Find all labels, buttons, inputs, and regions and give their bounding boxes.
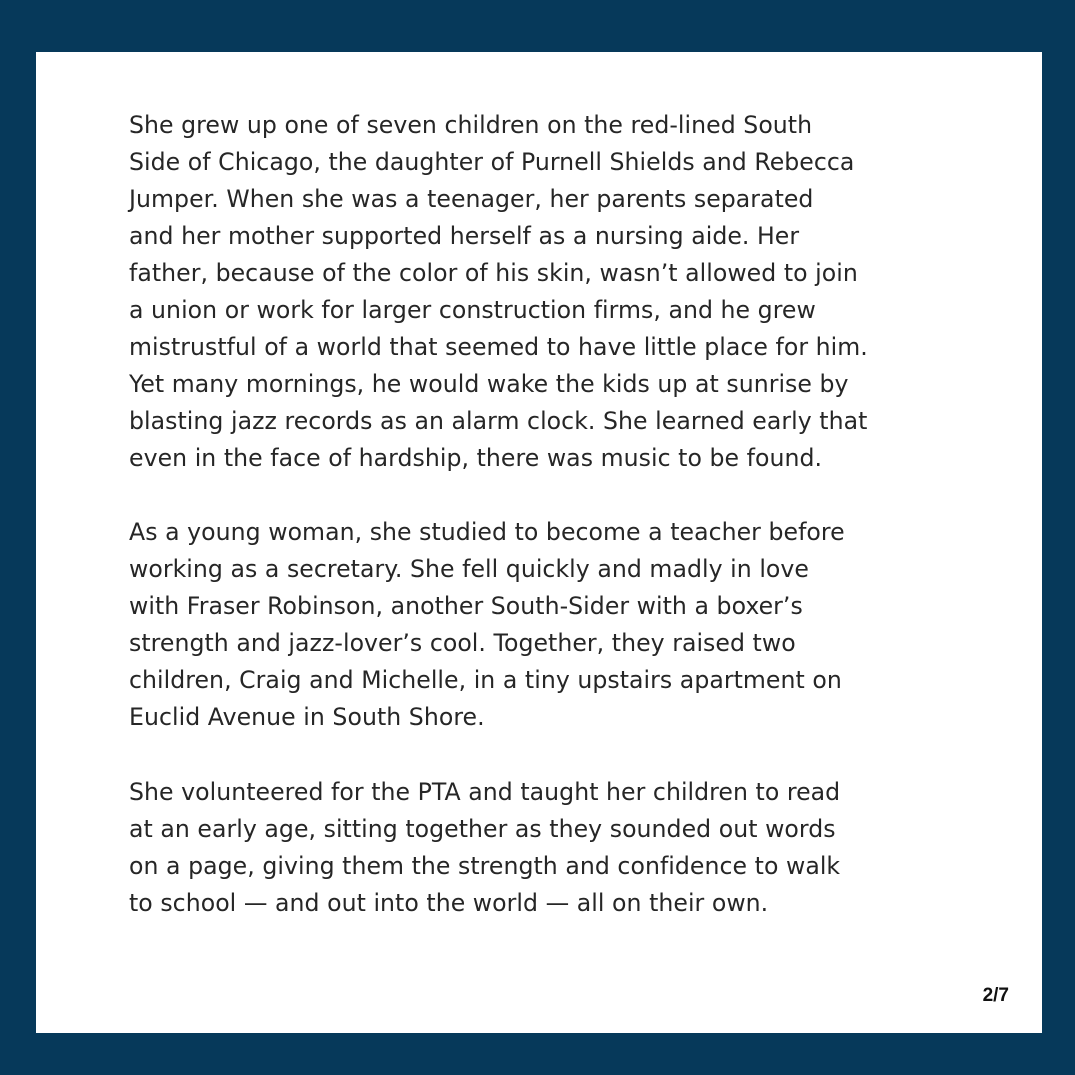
paragraph-1-line-8: Yet many mornings, he would wake the kids up at sunrise by	[129, 370, 849, 398]
paragraph-3-line-2: at an early age, sitting together as they sounded out words	[129, 815, 836, 843]
paragraph-1-line-5: father, because of the color of his skin, wasn’t allowed to join	[129, 259, 858, 287]
paragraph-1-line-9: blasting jazz records as an alarm clock. She learned early that	[129, 407, 868, 435]
paragraph-3-line-4: to school — and out into the world — all on their own.	[129, 889, 769, 917]
paragraph-2-line-1: As a young woman, she studied to become a teacher before	[129, 518, 845, 546]
paragraph-2-line-3: with Fraser Robinson, another South-Sider with a boxer’s	[129, 592, 803, 620]
paragraph-1-line-10: even in the face of hardship, there was music to be found.	[129, 444, 823, 472]
paragraph-3-line-1: She volunteered for the PTA and taught her children to read	[129, 778, 841, 806]
paragraph-1-line-7: mistrustful of a world that seemed to have little place for him.	[129, 333, 868, 361]
paragraph-1-line-6: a union or work for larger construction firms, and he grew	[129, 296, 816, 324]
page-indicator: 2/7	[982, 985, 1009, 1006]
paragraph-2-line-4: strength and jazz-lover’s cool. Together, they raised two	[129, 629, 796, 657]
paragraph-2-line-2: working as a secretary. She fell quickly and madly in love	[129, 555, 809, 583]
paragraph-3-line-3: on a page, giving them the strength and confidence to walk	[129, 852, 841, 880]
paragraph-2-line-5: children, Craig and Michelle, in a tiny upstairs apartment on	[129, 666, 842, 694]
paragraph-2-line-6: Euclid Avenue in South Shore.	[129, 703, 485, 731]
content-card	[36, 52, 1042, 1033]
paragraph-1-line-3: Jumper. When she was a teenager, her parents separated	[129, 185, 814, 213]
paragraph-1-line-1: She grew up one of seven children on the red-lined South	[129, 111, 813, 139]
paragraph-1-line-4: and her mother supported herself as a nursing aide. Her	[129, 222, 800, 250]
paragraph-1-line-2: Side of Chicago, the daughter of Purnell Shields and Rebecca	[129, 148, 855, 176]
